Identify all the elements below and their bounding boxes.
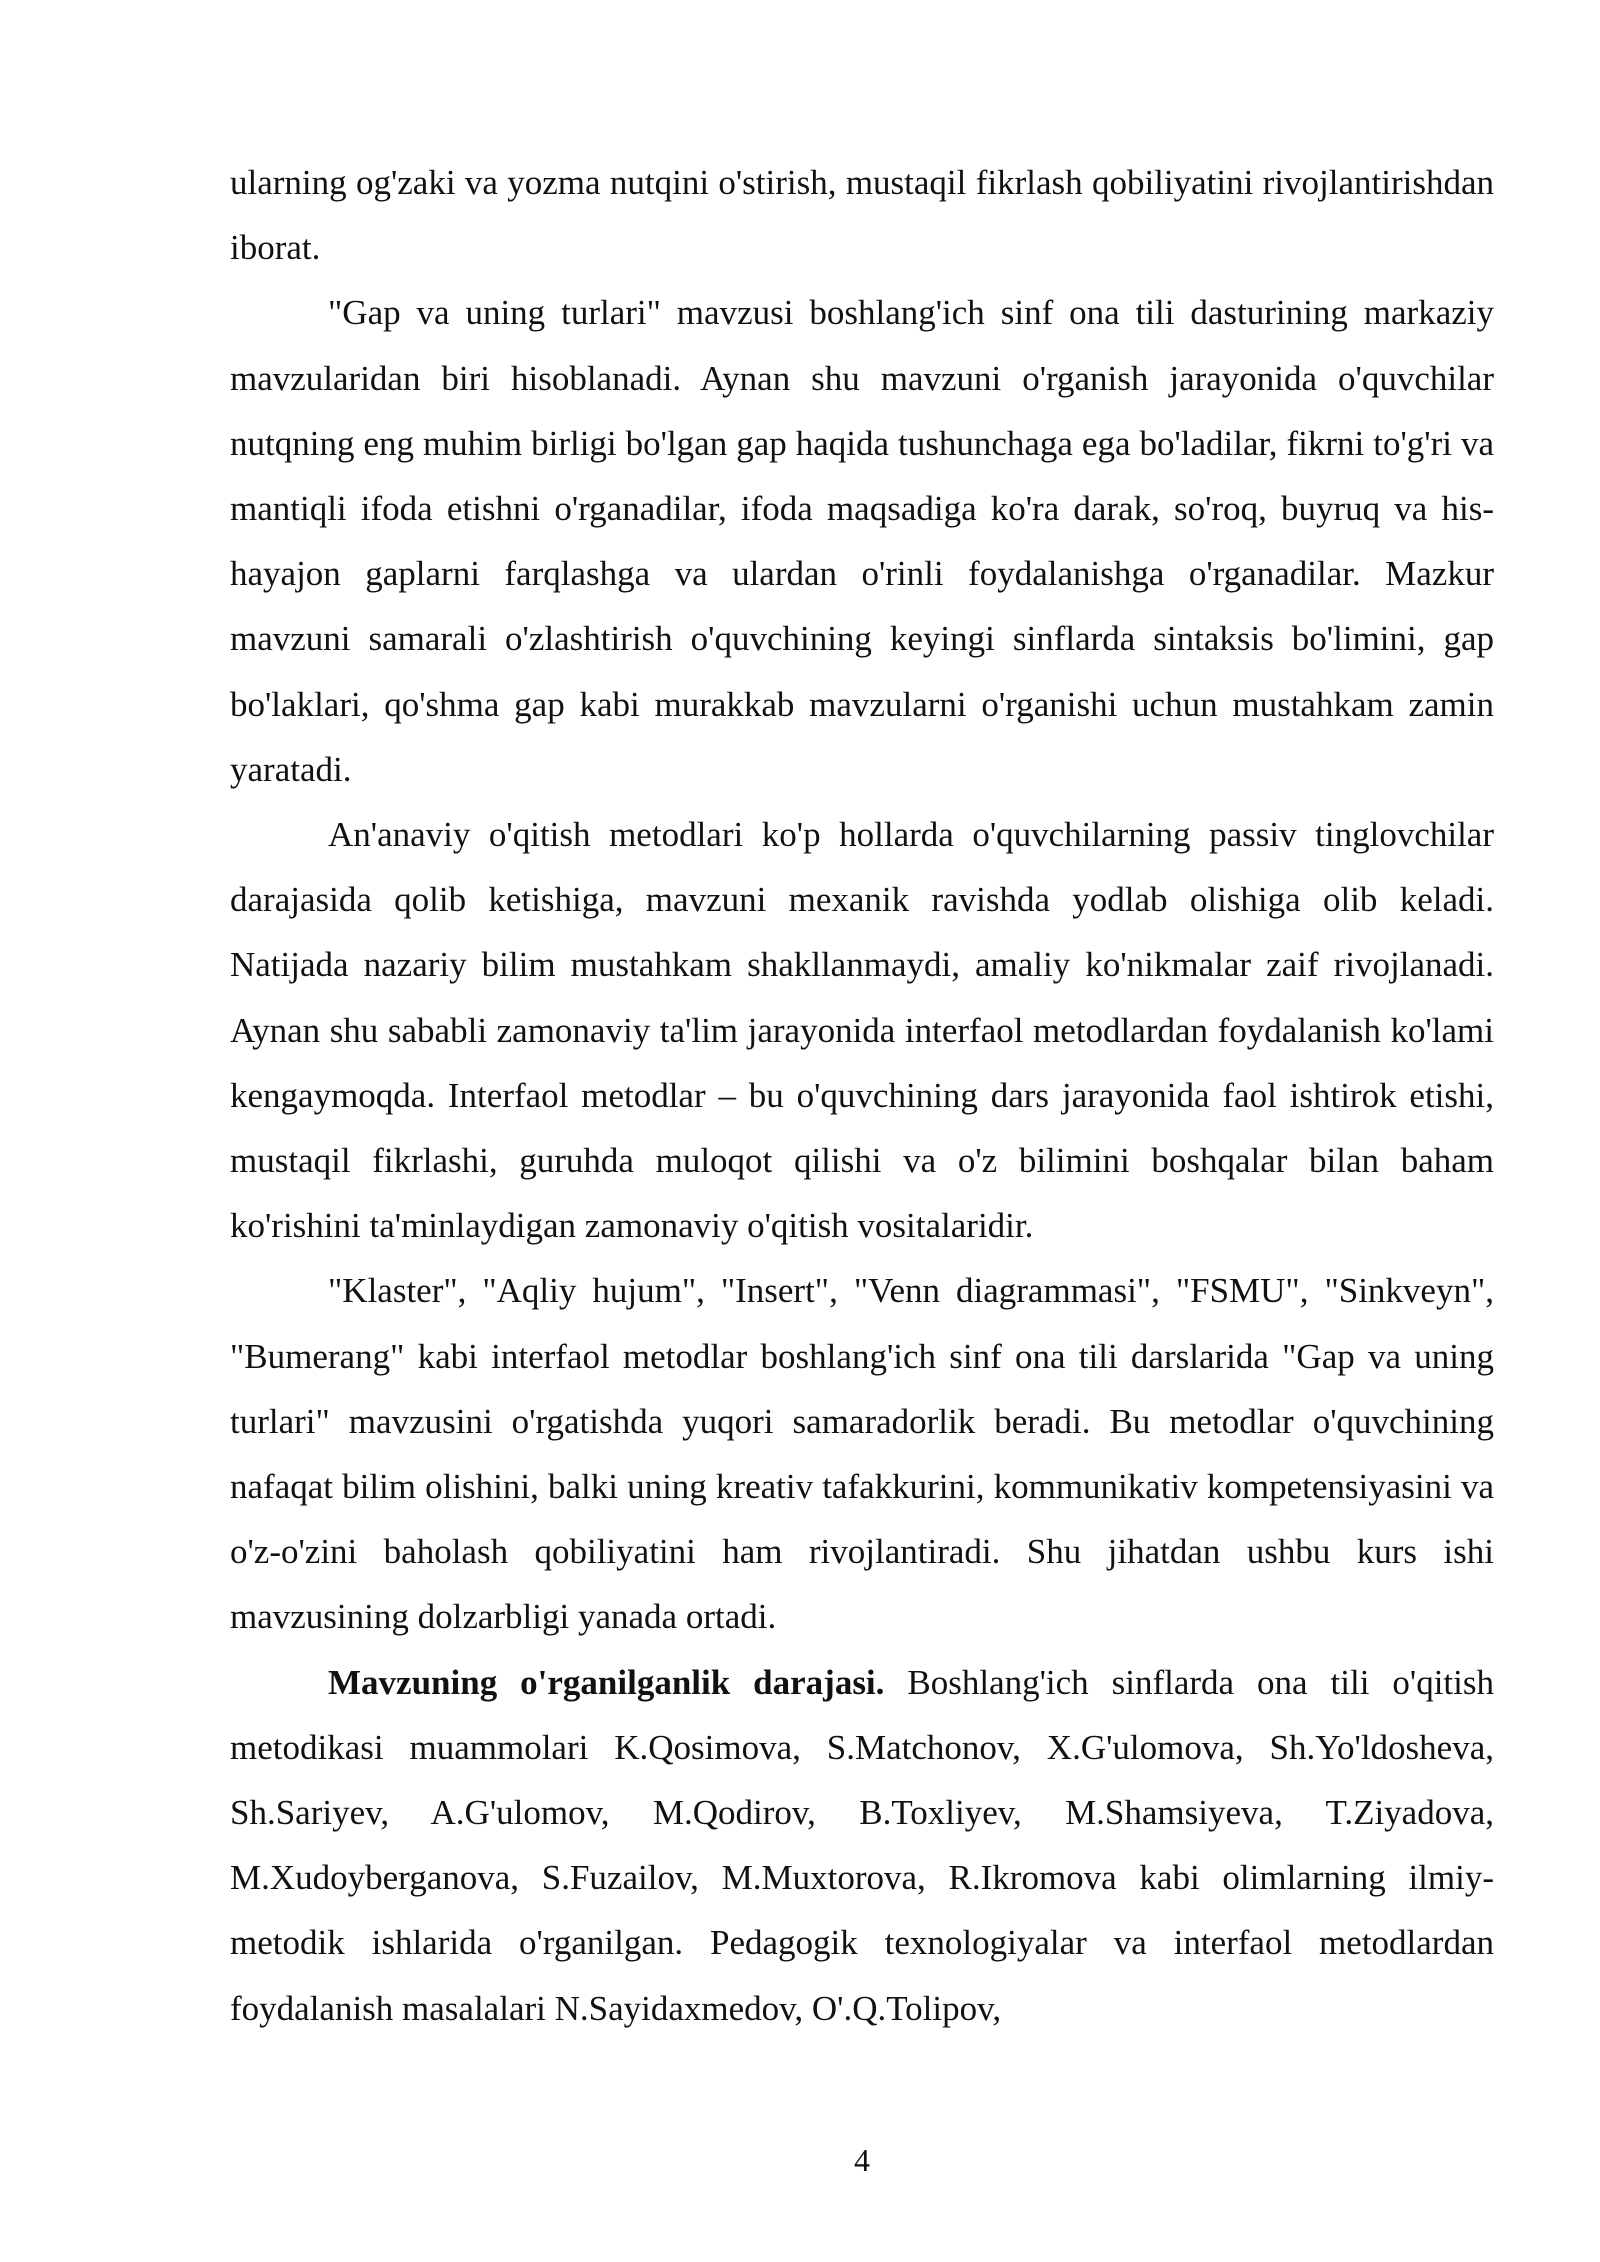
- paragraph-text: "Klaster", "Aqliy hujum", "Insert", "Venn diagrammasi", "FSMU", "Sinkveyn", "Bumerang" kabi interfaol metodlar boshlang'ich sinf ona tili darslarida "Gap va uning turlari" mavzusini o'rgatishda yuqori samaradorlik beradi. Bu metodlar o'quvchining nafaqat bilim olishini, balki uning kreativ tafakkurini, kommunikativ kompetensiyasini va o'z-o'zini baholash qobiliyatini ham rivojlantiradi. Shu jihatdan ushbu kurs ishi mavzusining dolzarbligi yanada ortadi.: [230, 1271, 1494, 1637]
- paragraph-text: An'anaviy o'qitish metodlari ko'p hollarda o'quvchilarning passiv tinglovchilar darajasida qolib ketishiga, mavzuni mexanik ravishda yodlab olishiga olib keladi. Natijada nazariy bilim mustahkam shakllanmaydi, amaliy ko'nikmalar zaif rivojlanadi. Aynan shu sababli zamonaviy ta'lim jarayonida interfaol metodlardan foydalanish ko'lami kengaymoqda. Interfaol metodlar – bu o'quvchining dars jarayonida faol ishtirok etishi, mustaqil fikrlashi, guruhda muloqot qilishi va o'z bilimini boshqalar bilan baham ko'rishini ta'minlaydigan zamonaviy o'qitish vositalaridir.: [230, 815, 1494, 1246]
- body-text: [230, 150, 1494, 2041]
- paragraph-text: "Gap va uning turlari" mavzusi boshlang'ich sinf ona tili dasturining markaziy mavzularidan biri hisoblanadi. Aynan shu mavzuni o'rganish jarayonida o'quvchilar nutqning eng muhim birligi bo'lgan gap haqida tushunchaga ega bo'ladilar, fikrni to'g'ri va mantiqli ifoda etishni o'rganadilar, ifoda maqsadiga ko'ra darak, so'roq, buyruq va his-hayajon gaplarni farqlashga va ulardan o'rinli foydalanishga o'rganadilar. Mazkur mavzuni samarali o'zlashtirish o'quvchining keyingi sinflarda sintaksis bo'limini, gap bo'laklari, qo'shma gap kabi murakkab mavzularni o'rganishi uchun mustahkam zamin yaratadi.: [230, 293, 1494, 789]
- paragraph-heading: Mavzuning o'rganilganlik darajasi.: [328, 1662, 885, 1702]
- paragraph-text: ularning og'zaki va yozma nutqini o'stirish, mustaqil fikrlash qobiliyatini rivojlantirishdan iborat.: [230, 163, 1494, 268]
- paragraph-text: Boshlang'ich sinflarda ona tili o'qitish metodikasi muammolari K.Qosimova, S.Matchonov, X.G'ulomova, Sh.Yo'ldosheva, Sh.Sariyev, A.G'ulomov, M.Qodirov, B.Toxliyev, M.Shamsiyeva, T.Ziyadova, M.Xudoyberganova, S.Fuzailov, M.Muxtorova, R.Ikromova kabi olimlarning ilmiy-metodik ishlarida o'rganilgan. Pedagogik texnologiyalar va interfaol metodlardan foydalanish masalalari N.Sayidaxmedov, O'.Q.Tolipov,: [230, 1662, 1494, 2028]
- paragraph-interactive-methods: [230, 1258, 1494, 1649]
- paragraph-topic-importance: [230, 280, 1494, 802]
- paragraph-continuation: [230, 150, 1494, 280]
- page-number: 4: [854, 2142, 870, 2178]
- paragraph-traditional-methods: [230, 802, 1494, 1258]
- paragraph-research-level: [230, 1650, 1494, 2041]
